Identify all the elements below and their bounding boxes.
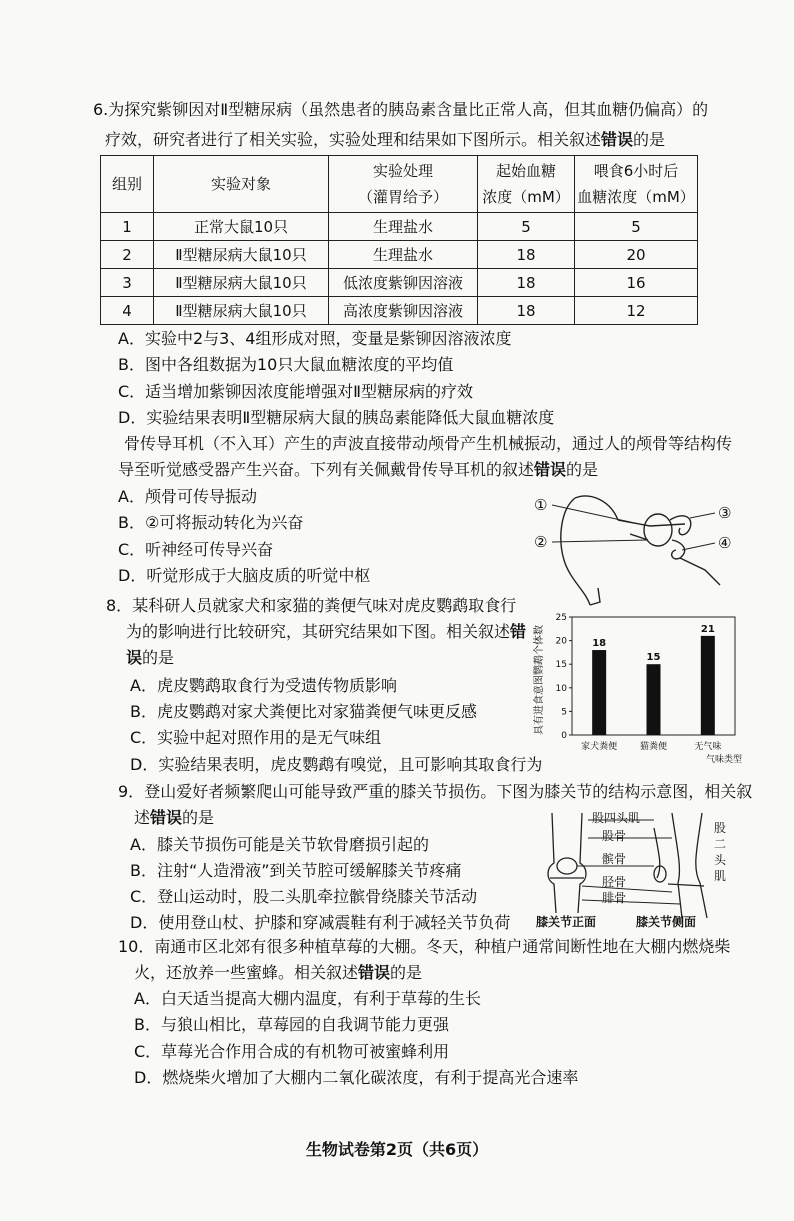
biceps-l2: 二: [714, 837, 727, 851]
ear-label-3: ③: [718, 504, 732, 522]
auditory-nerve: [680, 558, 720, 585]
q9-stem-text2: 述: [134, 808, 151, 827]
q8-emphasis-2: 误: [126, 648, 143, 667]
q8-stem-line1: [106, 596, 516, 616]
table-cell: 正常大鼠10只: [154, 213, 329, 241]
table-cell: 18: [478, 241, 575, 269]
q7-option-b: B．②可将振动转化为兴奋: [118, 513, 304, 532]
bar-chart: [530, 605, 745, 765]
y-tick-label: 15: [555, 660, 567, 671]
leader-fibula: [582, 900, 680, 904]
bar: [647, 664, 661, 735]
table-cell: 4: [101, 297, 154, 325]
leader-line-3: [690, 513, 715, 518]
q7-option-d: D．听觉形成于大脑皮质的听觉中枢: [118, 566, 371, 585]
table-cell: 5: [575, 213, 698, 241]
q9-stem-text1: 登山爱好者频繁爬山可能导致严重的膝关节损伤。下图为膝关节的结构示意图，相关叙: [144, 782, 753, 801]
biceps-l4: 肌: [714, 869, 727, 883]
q6-number: 6.: [93, 100, 109, 119]
ear-diagram: [530, 490, 745, 610]
chart-categories: [581, 740, 721, 752]
q10-number: 10．: [118, 937, 155, 956]
side-joint-line: [668, 884, 704, 886]
header-start-l1: 起始血糖: [495, 162, 556, 180]
table-cell: 16: [575, 269, 698, 297]
q9-stem-text3: 的是: [182, 808, 215, 827]
table-cell: 生理盐水: [329, 213, 478, 241]
q6-experiment-table: [100, 155, 698, 325]
ear-outer-contour: [561, 498, 590, 605]
q9-option-b: B．注射“人造滑液”到关节腔可缓解膝关节疼痛: [130, 861, 462, 880]
front-femur-right: [578, 813, 586, 913]
q10-option-b: B．与狼山相比，草莓园的自我调节能力更强: [134, 1015, 449, 1034]
middle-ear: [644, 514, 672, 546]
knee-label-quadriceps: 股四头肌: [592, 811, 641, 825]
category-label: 猫粪便: [639, 742, 668, 752]
header-after-l1: 喂食6小时后: [593, 162, 679, 180]
chart-xlabel: 气味类型: [705, 755, 742, 765]
ear-label-1: ①: [534, 496, 548, 514]
y-tick-label: 0: [561, 731, 567, 741]
table-cell: 1: [101, 213, 154, 241]
bar-value-label: 15: [646, 652, 661, 664]
table-cell: Ⅱ型糖尿病大鼠10只: [154, 297, 329, 325]
q10-stem-text3: 的是: [390, 963, 423, 982]
table-row: [101, 297, 698, 325]
knee-label-fibula: 腓骨: [602, 891, 627, 905]
ear-label-2: ②: [534, 533, 548, 551]
ear-label-4: ④: [718, 534, 732, 552]
q9-stem-line2: [134, 808, 214, 828]
q7-option-c: C．听神经可传导兴奋: [118, 540, 274, 559]
category-label: 家犬粪便: [581, 742, 618, 752]
header-group: 组别: [101, 156, 154, 213]
header-treatment: [329, 156, 478, 213]
q10-option-d: D．燃烧柴火增加了大棚内二氧化碳浓度，有利于提高光合速率: [134, 1068, 579, 1087]
q9-option-a: A．膝关节损伤可能是关节软骨磨损引起的: [130, 835, 429, 854]
chart-yticks: [556, 613, 572, 741]
chart-bars: [592, 636, 715, 735]
q8-stem-text3: 的是: [142, 648, 175, 667]
page-footer: 生物试卷第2页（共6页）: [305, 1140, 489, 1159]
q9-emphasis: 错误: [150, 808, 183, 827]
header-start-glucose: [478, 156, 575, 213]
q6-stem-text1: 为探究紫铆因对Ⅱ型糖尿病（虽然患者的胰岛素含量比正常人高，但其血糖仍偏高）的: [108, 100, 709, 119]
q8-option-d: D．实验结果表明，虎皮鹦鹉有嗅觉，且可影响其取食行为: [130, 755, 543, 774]
header-after-glucose: [575, 156, 698, 213]
ear-helix: [575, 496, 618, 520]
table-cell: 低浓度紫铆因溶液: [329, 269, 478, 297]
knee-label-biceps: [714, 821, 730, 883]
ear-lobe: [590, 588, 600, 605]
side-biceps: [696, 813, 707, 918]
q6-option-c: C．适当增加紫铆因浓度能增强对Ⅱ型糖尿病的疗效: [118, 382, 474, 401]
bar-value-label: 21: [700, 623, 715, 635]
q9-option-d: D．使用登山杖、护膝和穿减震鞋有利于减轻关节负荷: [130, 913, 511, 932]
knee-label-tibia: 胫骨: [602, 875, 627, 889]
q6-option-d: D．实验结果表明Ⅱ型糖尿病大鼠的胰岛素能降低大鼠血糖浓度: [118, 408, 555, 427]
q6-stem-line1: [93, 100, 708, 120]
q8-option-c: C．实验中起对照作用的是无气味组: [130, 728, 382, 747]
q10-option-a: A．白天适当提高大棚内温度，有利于草莓的生长: [134, 989, 481, 1008]
q8-number: 8．: [106, 596, 133, 615]
table-cell: 2: [101, 241, 154, 269]
q8-stem-text1: 某科研人员就家犬和家猫的粪便气味对虎皮鹦鹉取食行: [132, 596, 517, 615]
leader-line-2: [552, 540, 648, 542]
header-subject: 实验对象: [154, 156, 329, 213]
header-treatment-l1: 实验处理: [372, 162, 433, 180]
knee-caption-front: 膝关节正面: [536, 915, 597, 929]
q8-stem-line2: [126, 622, 526, 642]
table-cell: 生理盐水: [329, 241, 478, 269]
q8-stem-line3: [126, 648, 174, 668]
header-treatment-l2: （灌胃给予）: [357, 188, 448, 206]
q7-stem-text3: 的是: [566, 460, 599, 479]
table-row: [101, 269, 698, 297]
q10-stem-line1: [118, 937, 730, 957]
front-femur-left: [548, 813, 556, 913]
y-tick-label: 5: [561, 707, 567, 718]
q7-emphasis: 错误: [534, 460, 567, 479]
bar: [701, 636, 715, 735]
bar-value-label: 18: [592, 638, 607, 650]
side-femur: [672, 813, 682, 918]
q6-stem-text3: 的是: [633, 130, 666, 149]
table-cell: 12: [575, 297, 698, 325]
q8-option-b: B．虎皮鹦鹉对家犬粪便比对家猫粪便气味更反感: [130, 702, 477, 721]
q7-stem-line1: 骨传导耳机（不入耳）产生的声波直接带动颅骨产生机械振动，通过人的颅骨等结构传: [124, 434, 733, 453]
knee-label-femur: 股骨: [602, 829, 627, 843]
q6-option-b: B．图中各组数据为10只大鼠血糖浓度的平均值: [118, 355, 454, 374]
table-header-row: [101, 156, 698, 213]
q6-stem-line2: [105, 130, 665, 150]
q10-option-c: C．草莓光合作用合成的有机物可被蜜蜂利用: [134, 1042, 450, 1061]
q8-option-a: A．虎皮鹦鹉取食行为受遗传物质影响: [130, 676, 397, 695]
q8-emphasis-1: 错: [510, 622, 527, 641]
table-cell: 18: [478, 269, 575, 297]
table-row: [101, 241, 698, 269]
bar: [592, 650, 606, 735]
chart-value-labels: [592, 624, 715, 663]
table-cell: Ⅱ型糖尿病大鼠10只: [154, 241, 329, 269]
biceps-l3: 头: [714, 853, 727, 867]
leader-line-1: [552, 505, 630, 522]
table-cell: Ⅱ型糖尿病大鼠10只: [154, 269, 329, 297]
y-tick-label: 20: [555, 636, 567, 647]
q7-stem-text2: 导至听觉感受器产生兴奋。下列有关佩戴骨传导耳机的叙述: [118, 460, 535, 479]
table-cell: 3: [101, 269, 154, 297]
q9-number: 9．: [118, 782, 145, 801]
q6-emphasis: 错误: [601, 130, 634, 149]
ear-canal: [618, 520, 685, 526]
q10-stem-line2: [134, 963, 422, 983]
chart-ylabel: 具有进食意图鹦鹉个体数: [534, 625, 545, 735]
table-cell: 高浓度紫铆因溶液: [329, 297, 478, 325]
biceps-l1: 股: [714, 821, 727, 835]
q9-option-c: C．登山运动时，股二头肌牵拉髌骨绕膝关节活动: [130, 887, 478, 906]
q10-stem-text2: 火，还放养一些蜜蜂。相关叙述: [134, 963, 359, 982]
table-cell: 5: [478, 213, 575, 241]
y-tick-label: 10: [555, 683, 567, 694]
header-after-l2: 血糖浓度（mM）: [577, 188, 695, 206]
table-cell: 20: [575, 241, 698, 269]
leader-line-4: [682, 543, 715, 550]
table-cell: 18: [478, 297, 575, 325]
q10-emphasis: 错误: [358, 963, 391, 982]
category-label: 无气味: [694, 742, 722, 752]
table-row: [101, 213, 698, 241]
leader-tibia: [582, 886, 672, 892]
q6-option-a: A．实验中2与3、4组形成对照，变量是紫铆因溶液浓度: [118, 329, 512, 348]
knee-diagram: [532, 808, 732, 933]
q8-stem-text2: 为的影响进行比较研究，其研究结果如下图。相关叙述: [126, 622, 511, 641]
q6-stem-text2: 疗效，研究者进行了相关实验，实验处理和结果如下图所示。相关叙述: [105, 130, 602, 149]
q9-stem-line1: [118, 782, 752, 802]
q7-stem-line2: [118, 460, 598, 480]
knee-label-patella: 髌骨: [602, 852, 627, 866]
y-tick-label: 25: [555, 613, 567, 623]
header-start-l2: 浓度（mM）: [482, 188, 570, 206]
front-patella: [557, 858, 577, 874]
q7-option-a: A．颅骨可传导振动: [118, 487, 257, 506]
q10-stem-text1: 南通市区北郊有很多种植草莓的大棚。冬天，种植户通常间断性地在大棚内燃烧柴: [154, 937, 731, 956]
knee-caption-side: 膝关节侧面: [636, 915, 697, 929]
